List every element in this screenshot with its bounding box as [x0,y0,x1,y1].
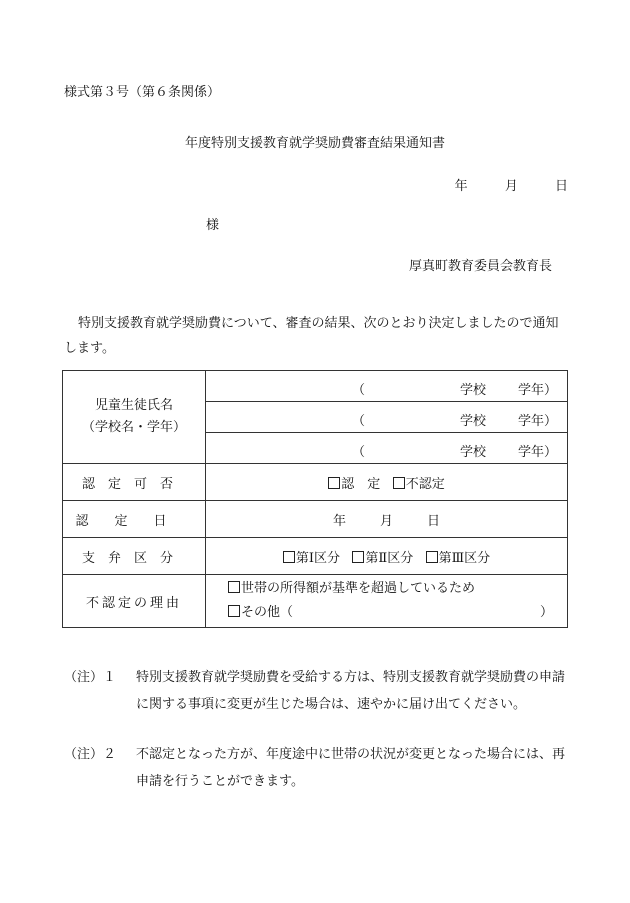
student-row-school: 学校 [460,383,487,398]
category-option-2[interactable]: 第Ⅱ区分 [352,551,413,566]
category-label: 支弁区分 [81,550,186,566]
document-title: 年度特別支援教育就学奨励費審査結果通知書 [184,136,445,151]
approval-label: 認定可否 [81,476,186,492]
category-options [206,538,568,575]
checkbox-icon[interactable] [328,477,340,489]
reason-option-other[interactable]: その他（ ） [228,601,567,625]
checkbox-icon[interactable] [426,551,438,563]
approval-date-year: 年 [332,513,346,529]
note-2 [64,741,574,795]
note-mark: （注）１ [64,670,117,685]
category-label-cell [63,538,206,575]
student-row-1[interactable] [206,371,568,402]
student-label-cell [63,371,206,464]
result-table [62,370,568,628]
note-mark: （注）２ [64,747,117,762]
approval-date-month: 月 [379,513,393,529]
checkbox-icon[interactable] [228,605,240,617]
student-label: 児童生徒氏名 [94,398,173,413]
form-number: 様式第３号（第６条関係） [64,85,221,100]
student-row-school: 学校 [460,414,487,429]
student-row-open: （ [352,445,366,460]
category-option-3[interactable]: 第Ⅲ区分 [426,551,491,566]
date-day: 日 [554,179,568,194]
student-row-open: （ [352,414,366,429]
student-row-grade: 学年） [518,383,558,398]
category-option-1[interactable]: 第Ⅰ区分 [283,551,340,566]
student-row-open: （ [352,383,366,398]
approval-date-label-cell [63,501,206,538]
note-text: 特別支援教育就学奨励費を受給する方は、特別支援教育就学奨励費の申請に関する事項に変更が生じた場合は、速やかに届け出てください。 [136,670,566,712]
approval-option-rejected[interactable]: 不認定 [393,477,445,492]
approval-date[interactable] [206,501,568,538]
student-row-3[interactable] [206,433,568,464]
reason-options [206,575,568,628]
approval-label-cell [63,464,206,501]
approval-options [206,464,568,501]
student-row-school: 学校 [460,445,487,460]
student-label-sub: （学校名・学年） [81,420,186,435]
checkbox-icon[interactable] [352,551,364,563]
date-year: 年 [454,179,468,194]
note-text: 不認定となった方が、年度途中に世帯の状況が変更となった場合には、再申請を行うことができます。 [136,747,566,789]
reason-label-cell [63,575,206,628]
recipient-suffix: 様 [206,218,220,233]
approval-date-label: 認定日 [75,513,193,529]
checkbox-icon[interactable] [283,551,295,563]
approval-date-day: 日 [427,513,441,529]
note-1 [64,664,574,718]
date-month: 月 [504,179,518,194]
reason-close-paren: ） [539,605,553,620]
issuer-name: 厚真町教育委員会教育長 [408,259,552,274]
student-row-grade: 学年） [518,414,558,429]
issue-date [455,180,568,193]
approval-option-approved[interactable]: 認 定 [328,477,380,492]
reason-option-income[interactable]: 世帯の所得額が基準を超過しているため [228,577,567,601]
student-row-grade: 学年） [518,445,558,460]
checkbox-icon[interactable] [393,477,405,489]
student-row-2[interactable] [206,402,568,433]
reason-label: 不認定の理由 [85,595,182,611]
body-text: 特別支援教育就学奨励費について、審査の結果、次のとおり決定しましたので通知します。 [64,316,559,356]
checkbox-icon[interactable] [228,581,240,593]
